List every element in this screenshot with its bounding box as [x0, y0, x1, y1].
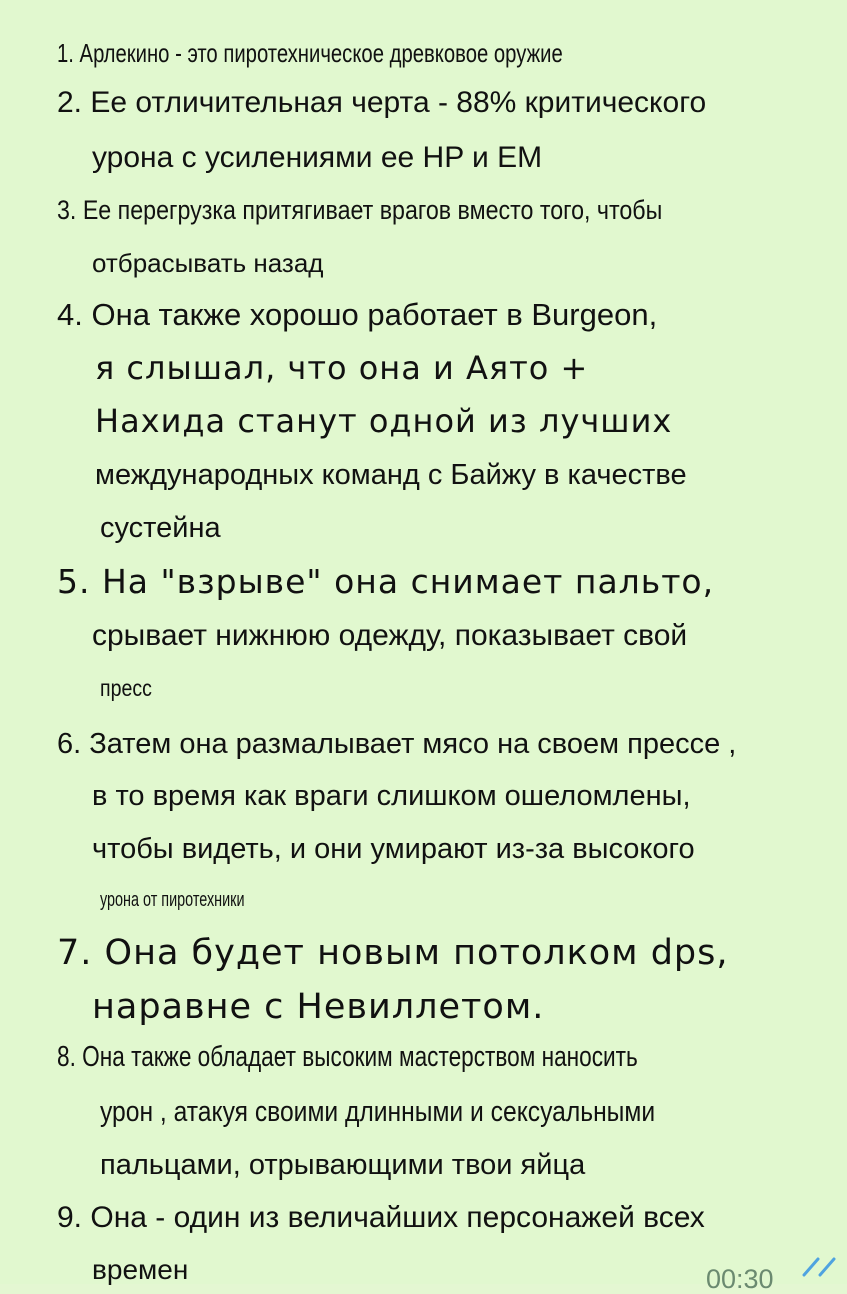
message-line: урон , атакуя своими длинными и сексуальными: [100, 1096, 656, 1128]
message-line: международных команд с Байжу в качестве: [95, 459, 687, 491]
message-line: отбрасывать назад: [92, 248, 324, 278]
message-line: 9. Она - один из величайших персонажей всех: [57, 1201, 705, 1234]
message-line: 5. На "взрыве" она снимает пальто,: [57, 562, 715, 601]
message-line: урона от пиротехники: [100, 889, 245, 911]
message-line: пресс: [100, 675, 152, 701]
message-line: 8. Она также обладает высоким мастерством наносить: [57, 1041, 638, 1073]
message-line: пальцами, отрывающими твои яйца: [100, 1149, 586, 1181]
message-line: 7. Она будет новым потолком dps,: [57, 933, 729, 973]
message-line: 2. Ее отличительная черта - 88% критического: [57, 86, 707, 119]
message-line: 1. Арлекино - это пиротехническое древковое оружие: [57, 38, 563, 68]
message-line: я слышал, что она и Аято +: [95, 349, 589, 387]
message-line: сустейна: [100, 512, 221, 544]
message-line: срывает нижнюю одежду, показывает свой: [92, 619, 688, 652]
message-line: времен: [92, 1254, 189, 1285]
message-line: в то время как враги слишком ошеломлены,: [92, 780, 691, 812]
message-line: наравне с Невиллетом.: [92, 987, 545, 1027]
message-line: 4. Она также хорошо работает в Burgeon,: [57, 297, 658, 332]
message-timestamp: 00:30: [706, 1264, 774, 1294]
message-line: 6. Затем она размалывает мясо на своем прессе ,: [57, 728, 737, 760]
message-line: чтобы видеть, и они умирают из-за высокого: [92, 833, 695, 865]
message-line: 3. Ее перегрузка притягивает врагов вместо того, чтобы: [57, 195, 663, 225]
message-line: Нахида станут одной из лучших: [95, 402, 673, 440]
message-line: урона с усилениями ее HP и EM: [92, 141, 543, 174]
double-check-icon: [800, 1255, 840, 1279]
